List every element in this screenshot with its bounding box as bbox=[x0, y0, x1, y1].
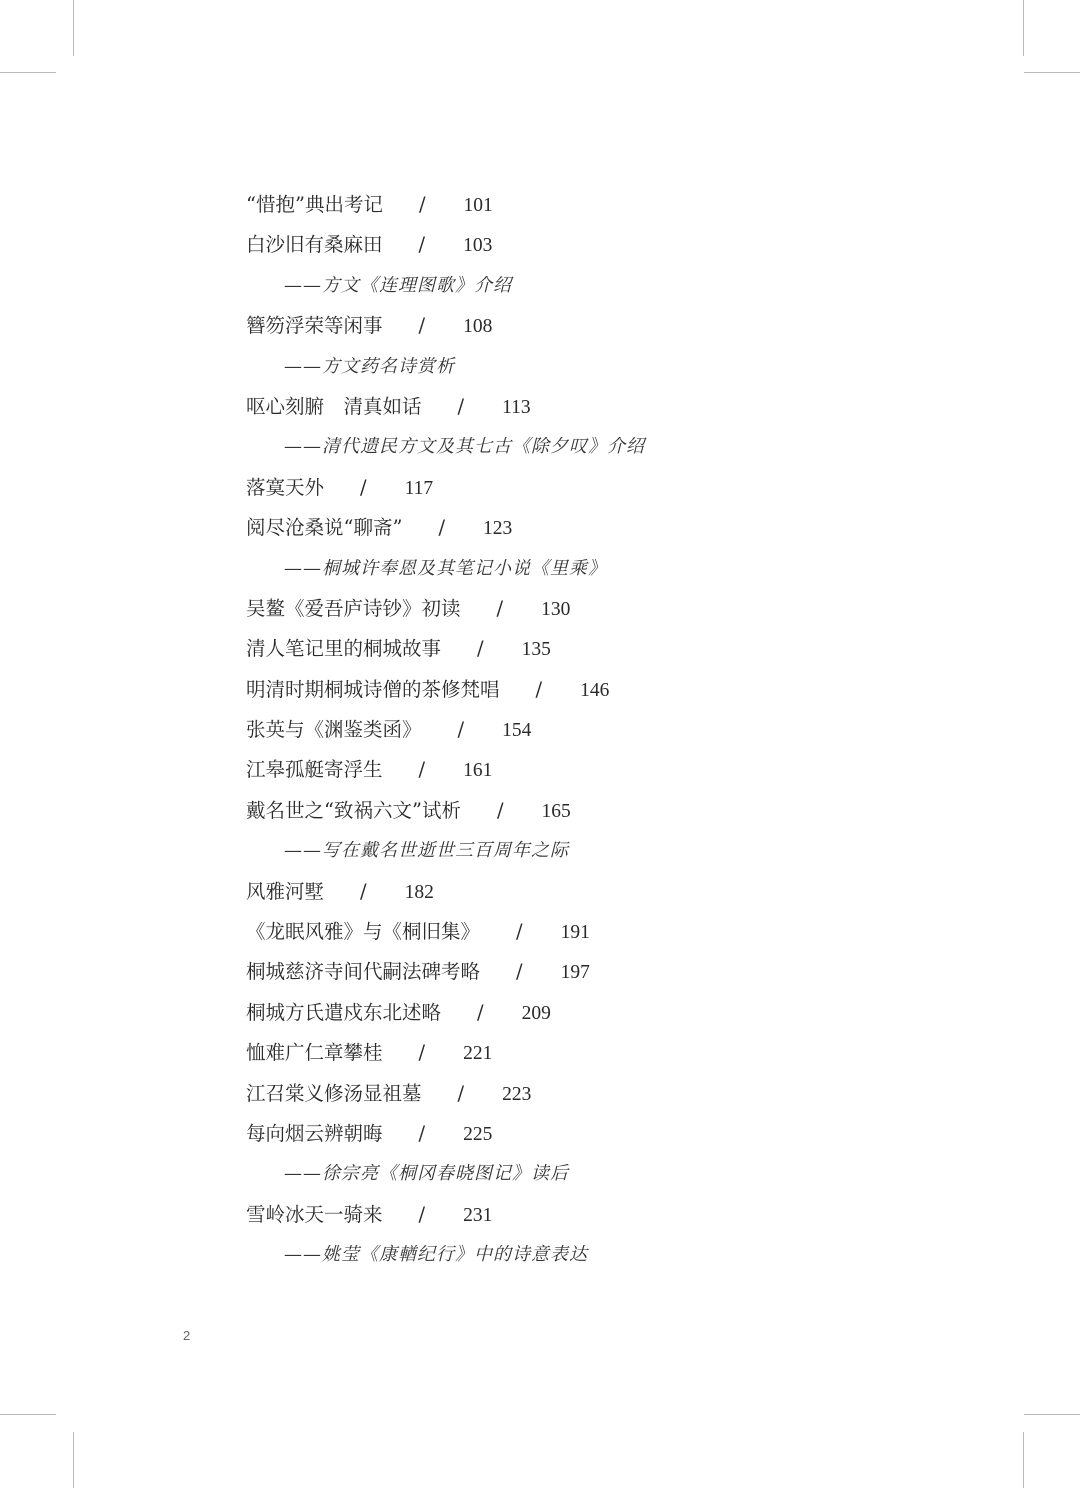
crop-mark-bottom-left-horizontal bbox=[0, 1414, 56, 1415]
crop-mark-bottom-right-horizontal bbox=[1024, 1414, 1080, 1415]
toc-entry[interactable] bbox=[246, 872, 946, 912]
toc-entry-page: 103 bbox=[463, 235, 493, 257]
toc-entry-title: 清人笔记里的桐城故事 bbox=[246, 637, 442, 661]
toc-entry[interactable] bbox=[246, 225, 946, 265]
toc-entry-separator: / bbox=[516, 920, 523, 944]
toc-entry-page: 191 bbox=[560, 922, 590, 944]
toc-entry-title: 风雅河墅 bbox=[246, 879, 325, 903]
toc-entry-title: 桐城方氏遣戍东北述略 bbox=[246, 1000, 442, 1024]
toc-entry-separator: / bbox=[418, 233, 426, 257]
toc-entry[interactable] bbox=[246, 1114, 946, 1154]
toc-entry[interactable] bbox=[246, 468, 946, 508]
toc-entry-separator: / bbox=[516, 960, 523, 984]
crop-mark-bottom-left-vertical bbox=[73, 1432, 74, 1488]
toc-entry-page: 135 bbox=[521, 639, 551, 661]
toc-entry-separator: / bbox=[457, 394, 465, 418]
toc-entry-page: 209 bbox=[521, 1002, 551, 1024]
toc-entry-page: 101 bbox=[463, 195, 493, 216]
toc-entry-title: 戴名世之“致祸六文”试析 bbox=[246, 798, 461, 822]
toc-entry-page: 165 bbox=[541, 800, 571, 822]
toc-entry-page: 123 bbox=[483, 518, 513, 540]
toc-entry-page: 146 bbox=[580, 679, 610, 701]
toc-entry-separator: / bbox=[418, 1202, 426, 1226]
crop-mark-top-right-horizontal bbox=[1024, 72, 1080, 73]
toc-entry[interactable] bbox=[246, 750, 946, 790]
toc-entry-separator: / bbox=[457, 1081, 465, 1105]
toc-entry-separator: / bbox=[360, 475, 367, 499]
toc-entry-separator: / bbox=[418, 314, 426, 338]
toc-entry[interactable] bbox=[246, 912, 946, 952]
toc-entry-page: 130 bbox=[541, 598, 571, 620]
toc-subtitle: ——徐宗亮《桐冈春晓图记》读后 bbox=[284, 1163, 569, 1185]
toc-entry-separator: / bbox=[496, 596, 504, 620]
toc-entry-title: 簪笏浮荣等闲事 bbox=[246, 314, 383, 338]
toc-entry-page: 117 bbox=[404, 477, 434, 499]
toc-entry-separator: / bbox=[477, 637, 484, 661]
toc-entry-page: 108 bbox=[463, 316, 493, 338]
toc-entry[interactable] bbox=[246, 306, 946, 346]
toc-entry[interactable] bbox=[246, 1074, 946, 1114]
toc-entry[interactable] bbox=[246, 670, 946, 710]
toc-entry[interactable] bbox=[246, 710, 946, 750]
toc-entry[interactable] bbox=[246, 1195, 946, 1235]
toc-entry-separator: / bbox=[457, 718, 465, 742]
toc-entry-separator: / bbox=[477, 1000, 484, 1024]
toc-entry-title: 每向烟云辨朝晦 bbox=[246, 1121, 383, 1145]
toc-entry-page: 197 bbox=[560, 962, 590, 984]
crop-mark-top-left-vertical bbox=[73, 0, 74, 56]
toc-entry-page: 231 bbox=[463, 1204, 493, 1226]
toc-entry-title: 桐城慈济寺间代嗣法碑考略 bbox=[246, 960, 481, 984]
toc-entry-separator: / bbox=[418, 193, 426, 216]
table-of-contents bbox=[246, 185, 946, 1276]
toc-entry-separator: / bbox=[535, 677, 543, 701]
toc-subtitle: ——桐城许奉恩及其笔记小说《里乘》 bbox=[284, 557, 607, 579]
toc-entry-title: 阅尽沧桑说“聊斋” bbox=[246, 516, 403, 540]
toc-entry-separator: / bbox=[418, 758, 426, 782]
toc-entry-page: 225 bbox=[463, 1123, 493, 1145]
toc-entry-title: 江召棠义修汤显祖墓 bbox=[246, 1081, 422, 1105]
toc-entry[interactable] bbox=[246, 589, 946, 629]
toc-entry[interactable] bbox=[246, 387, 946, 427]
crop-mark-top-left-horizontal bbox=[0, 72, 56, 73]
toc-entry-separator: / bbox=[360, 879, 367, 903]
toc-subtitle: ——方文《连理图歌》介绍 bbox=[284, 274, 512, 296]
toc-entry-separator: / bbox=[496, 798, 504, 822]
toc-entry-page: 221 bbox=[463, 1043, 493, 1065]
toc-entry[interactable] bbox=[246, 185, 946, 225]
toc-entry[interactable] bbox=[246, 952, 946, 992]
toc-entry-separator: / bbox=[418, 1041, 426, 1065]
toc-entry-page: 223 bbox=[502, 1083, 532, 1105]
toc-entry-page: 154 bbox=[502, 720, 532, 742]
toc-entry-title: 呕心刻腑 清真如话 bbox=[246, 394, 422, 418]
crop-mark-bottom-right-vertical bbox=[1023, 1432, 1024, 1488]
toc-entry[interactable] bbox=[246, 791, 946, 831]
page-number: 2 bbox=[183, 1328, 191, 1343]
toc-entry-title: 江皋孤艇寄浮生 bbox=[246, 758, 383, 782]
toc-subtitle: ——清代遗民方文及其七古《除夕叹》介绍 bbox=[284, 436, 645, 458]
toc-entry-page: 182 bbox=[404, 881, 434, 903]
toc-entry[interactable] bbox=[246, 993, 946, 1033]
toc-entry-title: 吴鳌《爱吾庐诗钞》初读 bbox=[246, 596, 461, 620]
toc-entry-title: 恤难广仁章攀桂 bbox=[246, 1041, 383, 1065]
toc-entry-page: 161 bbox=[463, 760, 493, 782]
toc-entry-title: 白沙旧有桑麻田 bbox=[246, 233, 383, 257]
toc-entry-title: 明清时期桐城诗僧的茶修梵唱 bbox=[246, 677, 500, 701]
toc-entry-separator: / bbox=[438, 516, 446, 540]
toc-entry[interactable] bbox=[246, 629, 946, 669]
toc-entry[interactable] bbox=[246, 1033, 946, 1073]
toc-subtitle: ——写在戴名世逝世三百周年之际 bbox=[284, 840, 569, 862]
crop-mark-top-right-vertical bbox=[1023, 0, 1024, 56]
toc-entry-title: “惜抱”典出考记 bbox=[246, 193, 383, 216]
toc-entry-title: 张英与《渊鉴类函》 bbox=[246, 718, 422, 742]
toc-entry-title: 雪岭冰天一骑来 bbox=[246, 1202, 383, 1226]
toc-entry-separator: / bbox=[418, 1121, 426, 1145]
toc-entry[interactable] bbox=[246, 508, 946, 548]
toc-entry-title: 落寞天外 bbox=[246, 475, 325, 499]
toc-entry-page: 113 bbox=[502, 396, 531, 418]
toc-entry-title: 《龙眠风雅》与《桐旧集》 bbox=[246, 920, 481, 944]
toc-subtitle: ——方文药名诗赏析 bbox=[284, 355, 455, 377]
toc-subtitle: ——姚莹《康輶纪行》中的诗意表达 bbox=[284, 1244, 588, 1266]
